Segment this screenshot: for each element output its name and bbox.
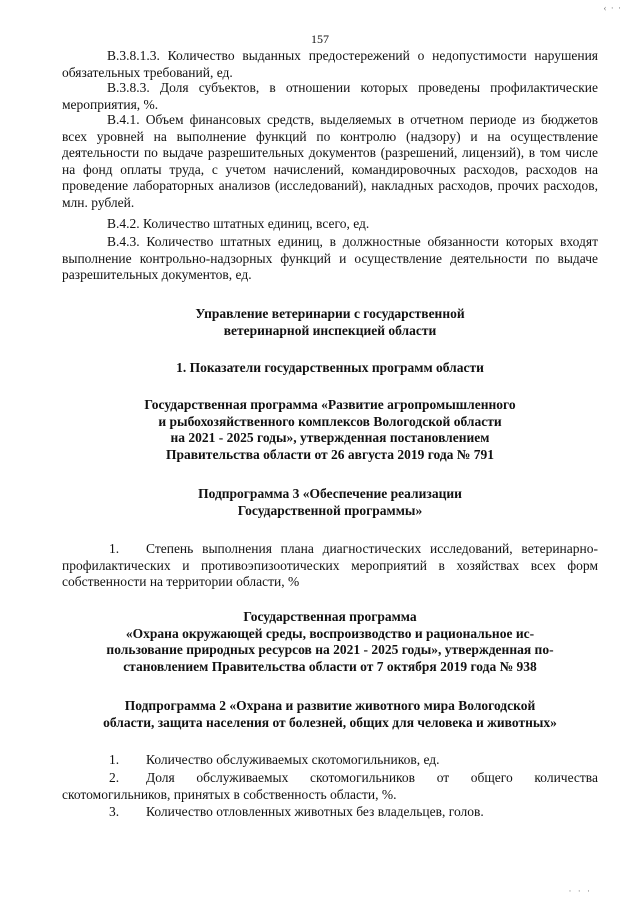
corner-mark: ‹ · · <box>603 3 622 13</box>
indicator-paragraph <box>62 48 598 81</box>
indicator-text: Количество штатных единиц, в должностные обязанности которых входят выполнение контрольно-надзорных функций и осуществление деятельности по выдаче разрешительных документов, ед. <box>62 234 599 282</box>
heading-line: Подпрограмма 3 «Обеспечение реализации <box>198 486 462 501</box>
corner-mark: · · · <box>568 885 592 896</box>
page-number: 157 <box>311 32 329 46</box>
indicator-paragraph <box>62 216 598 233</box>
heading-line: становлением Правительства области от 7 октября 2019 года № 938 <box>123 658 537 674</box>
department-heading <box>62 306 598 339</box>
indicator-paragraph <box>62 112 598 211</box>
item-text: Количество отловленных животных без владельцев, голов. <box>146 804 484 819</box>
heading-line: Управление ветеринарии с государственной <box>195 306 465 321</box>
item-text: Степень выполнения плана диагностических исследований, ветеринарно-профилактических и противоэпизоотических мероприятий в хозяйствах всех форм собственности на территории области, % <box>62 541 598 589</box>
heading-line: Государственной программы» <box>237 502 423 518</box>
program-heading <box>62 397 598 463</box>
item-number: 2. <box>109 770 120 785</box>
heading-line: «Охрана окружающей среды, воспроизводство и рациональное ис- <box>125 625 535 641</box>
heading-line: Государственная программа «Развитие агропромышленного <box>144 397 516 412</box>
heading-line: Правительства области от 26 августа 2019 года № 791 <box>165 446 494 462</box>
list-item <box>62 752 598 769</box>
indicator-text: Доля субъектов, в отношении которых проведены профилактические мероприятия, %. <box>62 80 598 112</box>
indicator-code: В.4.1. <box>107 112 140 127</box>
item-number: 3. <box>109 804 120 819</box>
indicator-code: В.3.8.3. <box>107 80 150 95</box>
indicator-code: В.4.3. <box>107 234 140 249</box>
indicator-text: Количество выданных предостережений о недопустимости нарушения обязательных требований, ед. <box>62 48 599 80</box>
subprogram-heading <box>62 698 598 731</box>
heading-line: пользование природных ресурсов на 2021 - 2025 годы», утвержденная по- <box>106 642 554 657</box>
section-heading: 1. Показатели государственных программ области <box>176 360 484 375</box>
indicator-code: В.4.2. <box>107 216 140 231</box>
heading-line: области, защита населения от болезней, общих для человека и животных» <box>103 714 557 730</box>
heading-line: на 2021 - 2025 годы», утвержденная постановлением <box>170 430 490 445</box>
program-heading <box>62 609 598 675</box>
heading-line: Подпрограмма 2 «Охрана и развитие животного мира Вологодской <box>124 698 536 713</box>
heading-line: Государственная программа <box>243 609 417 624</box>
item-text: Доля обслуживаемых скотомогильников от общего количества скотомогильников, принятых в собственность области, %. <box>62 770 598 802</box>
item-number: 1. <box>109 752 120 767</box>
indicator-paragraph <box>62 80 598 113</box>
item-number: 1. <box>109 541 120 556</box>
subprogram-heading <box>62 486 598 519</box>
list-item <box>62 541 598 591</box>
heading-line: ветеринарной инспекцией области <box>223 322 437 338</box>
indicator-code: В.3.8.1.3. <box>107 48 160 63</box>
item-text: Количество обслуживаемых скотомогильников, ед. <box>146 752 440 767</box>
indicator-text: Количество штатных единиц, всего, ед. <box>143 216 370 231</box>
list-item <box>62 804 598 821</box>
indicator-paragraph <box>62 234 598 284</box>
indicator-text: Объем финансовых средств, выделяемых в отчетном периоде из бюджетов всех уровней на выполнение функций по контролю (надзору) и на осуществление деятельности по выдаче разрешительных документов (разрешений, лицензий), в том числе на фонд оплаты труда, с учетом начислений, командировочных расходов, расходов на проведение лабораторных анализов (исследований), накладных расходов, прочих расходов, млн. рублей. <box>62 112 599 210</box>
heading-line: и рыбохозяйственного комплексов Вологодской области <box>158 413 502 429</box>
list-item <box>62 770 598 803</box>
